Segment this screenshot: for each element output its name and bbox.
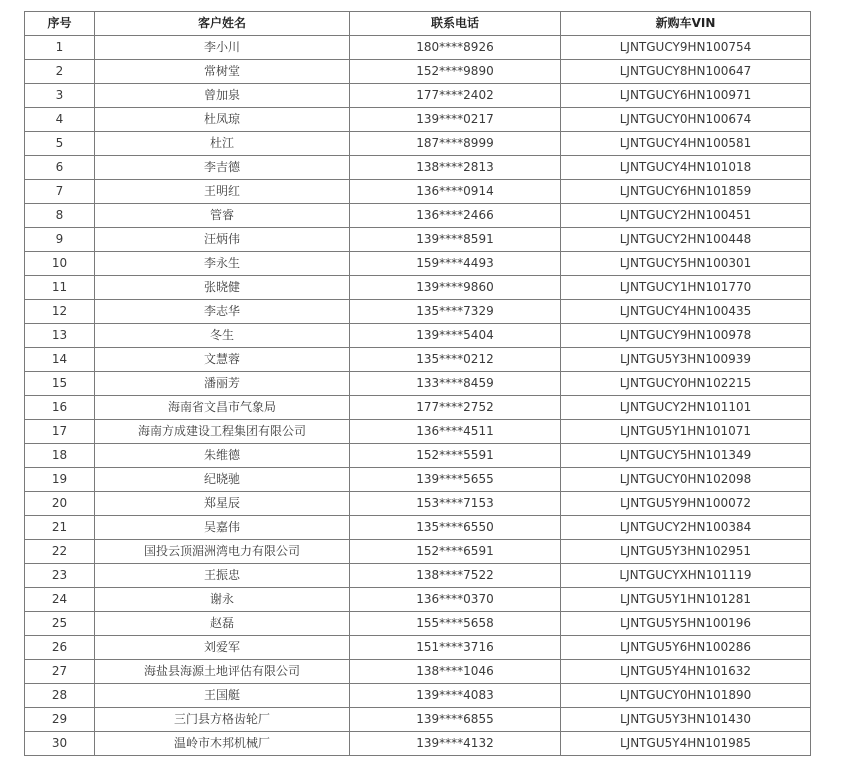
- cell-vin: LJNTGUCY4HN101018: [561, 156, 811, 180]
- cell-customer-name: 冬生: [95, 324, 350, 348]
- table-header-row: [25, 12, 811, 36]
- header-index: 序号: [25, 12, 95, 36]
- cell-customer-name: 李小川: [95, 36, 350, 60]
- cell-vin: LJNTGUCY4HN100581: [561, 132, 811, 156]
- cell-vin: LJNTGUCY6HN101859: [561, 180, 811, 204]
- cell-customer-name: 海南省文昌市气象局: [95, 396, 350, 420]
- cell-phone: 138****1046: [350, 660, 561, 684]
- cell-index: 17: [25, 420, 95, 444]
- cell-vin: LJNTGUCY2HN100448: [561, 228, 811, 252]
- cell-customer-name: 国投云顶湄洲湾电力有限公司: [95, 540, 350, 564]
- cell-phone: 136****4511: [350, 420, 561, 444]
- cell-customer-name: 刘爱军: [95, 636, 350, 660]
- cell-vin: LJNTGUCY5HN101349: [561, 444, 811, 468]
- cell-customer-name: 李志华: [95, 300, 350, 324]
- cell-index: 6: [25, 156, 95, 180]
- cell-index: 9: [25, 228, 95, 252]
- cell-customer-name: 朱维德: [95, 444, 350, 468]
- table-row: [25, 180, 811, 204]
- table-row: [25, 348, 811, 372]
- cell-phone: 152****5591: [350, 444, 561, 468]
- cell-customer-name: 王振忠: [95, 564, 350, 588]
- cell-phone: 177****2402: [350, 84, 561, 108]
- cell-phone: 135****6550: [350, 516, 561, 540]
- cell-phone: 139****5655: [350, 468, 561, 492]
- cell-phone: 136****0914: [350, 180, 561, 204]
- cell-index: 26: [25, 636, 95, 660]
- table-row: [25, 252, 811, 276]
- cell-phone: 159****4493: [350, 252, 561, 276]
- table-row: [25, 684, 811, 708]
- cell-phone: 139****8591: [350, 228, 561, 252]
- cell-customer-name: 郑星辰: [95, 492, 350, 516]
- cell-phone: 135****0212: [350, 348, 561, 372]
- cell-vin: LJNTGU5Y4HN101632: [561, 660, 811, 684]
- cell-customer-name: 汪炳伟: [95, 228, 350, 252]
- cell-customer-name: 李永生: [95, 252, 350, 276]
- cell-phone: 138****2813: [350, 156, 561, 180]
- table-row: [25, 516, 811, 540]
- table-row: [25, 156, 811, 180]
- table-row: [25, 732, 811, 756]
- cell-customer-name: 吴嘉伟: [95, 516, 350, 540]
- cell-index: 18: [25, 444, 95, 468]
- table-row: [25, 132, 811, 156]
- cell-vin: LJNTGUCY0HN102098: [561, 468, 811, 492]
- customer-table: [24, 11, 811, 756]
- cell-phone: 153****7153: [350, 492, 561, 516]
- table-row: [25, 708, 811, 732]
- table-row: [25, 420, 811, 444]
- cell-customer-name: 潘丽芳: [95, 372, 350, 396]
- table-row: [25, 612, 811, 636]
- cell-vin: LJNTGU5Y3HN100939: [561, 348, 811, 372]
- cell-phone: 139****4083: [350, 684, 561, 708]
- cell-vin: LJNTGUCY1HN101770: [561, 276, 811, 300]
- cell-index: 7: [25, 180, 95, 204]
- cell-phone: 135****7329: [350, 300, 561, 324]
- cell-customer-name: 杜凤琼: [95, 108, 350, 132]
- table-row: [25, 564, 811, 588]
- cell-index: 3: [25, 84, 95, 108]
- cell-customer-name: 管睿: [95, 204, 350, 228]
- table-row: [25, 468, 811, 492]
- table-row: [25, 444, 811, 468]
- cell-vin: LJNTGUCY8HN100647: [561, 60, 811, 84]
- table-row: [25, 372, 811, 396]
- cell-customer-name: 文慧蓉: [95, 348, 350, 372]
- cell-phone: 139****9860: [350, 276, 561, 300]
- cell-vin: LJNTGU5Y1HN101281: [561, 588, 811, 612]
- table-body: [25, 36, 811, 756]
- cell-vin: LJNTGUCY0HN102215: [561, 372, 811, 396]
- cell-phone: 138****7522: [350, 564, 561, 588]
- table-row: [25, 84, 811, 108]
- header-customer-name: 客户姓名: [95, 12, 350, 36]
- cell-index: 29: [25, 708, 95, 732]
- cell-vin: LJNTGUCY5HN100301: [561, 252, 811, 276]
- cell-vin: LJNTGU5Y3HN101430: [561, 708, 811, 732]
- cell-index: 27: [25, 660, 95, 684]
- cell-customer-name: 李吉德: [95, 156, 350, 180]
- cell-vin: LJNTGUCY6HN100971: [561, 84, 811, 108]
- cell-vin: LJNTGUCY2HN101101: [561, 396, 811, 420]
- cell-index: 4: [25, 108, 95, 132]
- cell-index: 5: [25, 132, 95, 156]
- cell-vin: LJNTGUCY9HN100754: [561, 36, 811, 60]
- table-row: [25, 228, 811, 252]
- cell-index: 14: [25, 348, 95, 372]
- cell-index: 19: [25, 468, 95, 492]
- cell-vin: LJNTGUCY2HN100384: [561, 516, 811, 540]
- cell-phone: 139****0217: [350, 108, 561, 132]
- cell-index: 30: [25, 732, 95, 756]
- table-row: [25, 60, 811, 84]
- table-row: [25, 276, 811, 300]
- cell-index: 13: [25, 324, 95, 348]
- cell-index: 21: [25, 516, 95, 540]
- table-row: [25, 204, 811, 228]
- table-row: [25, 660, 811, 684]
- header-phone: 联系电话: [350, 12, 561, 36]
- cell-vin: LJNTGUCY9HN100978: [561, 324, 811, 348]
- cell-index: 25: [25, 612, 95, 636]
- cell-customer-name: 常树堂: [95, 60, 350, 84]
- cell-customer-name: 谢永: [95, 588, 350, 612]
- table-row: [25, 540, 811, 564]
- cell-index: 24: [25, 588, 95, 612]
- table-row: [25, 324, 811, 348]
- cell-vin: LJNTGUCYXHN101119: [561, 564, 811, 588]
- cell-index: 15: [25, 372, 95, 396]
- table-row: [25, 396, 811, 420]
- cell-vin: LJNTGU5Y3HN102951: [561, 540, 811, 564]
- table-row: [25, 108, 811, 132]
- cell-customer-name: 海盐县海源土地评估有限公司: [95, 660, 350, 684]
- cell-vin: LJNTGU5Y1HN101071: [561, 420, 811, 444]
- cell-phone: 139****4132: [350, 732, 561, 756]
- cell-phone: 152****9890: [350, 60, 561, 84]
- cell-phone: 152****6591: [350, 540, 561, 564]
- cell-vin: LJNTGUCY2HN100451: [561, 204, 811, 228]
- cell-phone: 187****8999: [350, 132, 561, 156]
- cell-customer-name: 赵磊: [95, 612, 350, 636]
- cell-phone: 139****5404: [350, 324, 561, 348]
- cell-index: 16: [25, 396, 95, 420]
- cell-index: 10: [25, 252, 95, 276]
- header-vin: 新购车VIN: [561, 12, 811, 36]
- cell-phone: 139****6855: [350, 708, 561, 732]
- cell-customer-name: 曾加泉: [95, 84, 350, 108]
- cell-customer-name: 海南方成建设工程集团有限公司: [95, 420, 350, 444]
- cell-index: 22: [25, 540, 95, 564]
- cell-customer-name: 三门县方格齿轮厂: [95, 708, 350, 732]
- cell-index: 2: [25, 60, 95, 84]
- cell-phone: 136****2466: [350, 204, 561, 228]
- cell-vin: LJNTGUCY0HN100674: [561, 108, 811, 132]
- cell-vin: LJNTGU5Y6HN100286: [561, 636, 811, 660]
- cell-index: 11: [25, 276, 95, 300]
- cell-phone: 133****8459: [350, 372, 561, 396]
- cell-vin: LJNTGU5Y5HN100196: [561, 612, 811, 636]
- customer-table-container: [24, 11, 811, 756]
- table-row: [25, 300, 811, 324]
- cell-index: 20: [25, 492, 95, 516]
- cell-index: 8: [25, 204, 95, 228]
- cell-phone: 180****8926: [350, 36, 561, 60]
- cell-index: 23: [25, 564, 95, 588]
- table-row: [25, 636, 811, 660]
- cell-vin: LJNTGU5Y9HN100072: [561, 492, 811, 516]
- table-row: [25, 492, 811, 516]
- cell-phone: 136****0370: [350, 588, 561, 612]
- cell-customer-name: 王明红: [95, 180, 350, 204]
- cell-phone: 177****2752: [350, 396, 561, 420]
- cell-index: 1: [25, 36, 95, 60]
- cell-customer-name: 杜江: [95, 132, 350, 156]
- cell-index: 28: [25, 684, 95, 708]
- cell-index: 12: [25, 300, 95, 324]
- cell-vin: LJNTGU5Y4HN101985: [561, 732, 811, 756]
- cell-customer-name: 纪晓驰: [95, 468, 350, 492]
- table-row: [25, 36, 811, 60]
- cell-phone: 151****3716: [350, 636, 561, 660]
- cell-customer-name: 温岭市木邦机械厂: [95, 732, 350, 756]
- cell-vin: LJNTGUCY4HN100435: [561, 300, 811, 324]
- cell-phone: 155****5658: [350, 612, 561, 636]
- table-row: [25, 588, 811, 612]
- cell-customer-name: 王国艇: [95, 684, 350, 708]
- cell-vin: LJNTGUCY0HN101890: [561, 684, 811, 708]
- cell-customer-name: 张晓健: [95, 276, 350, 300]
